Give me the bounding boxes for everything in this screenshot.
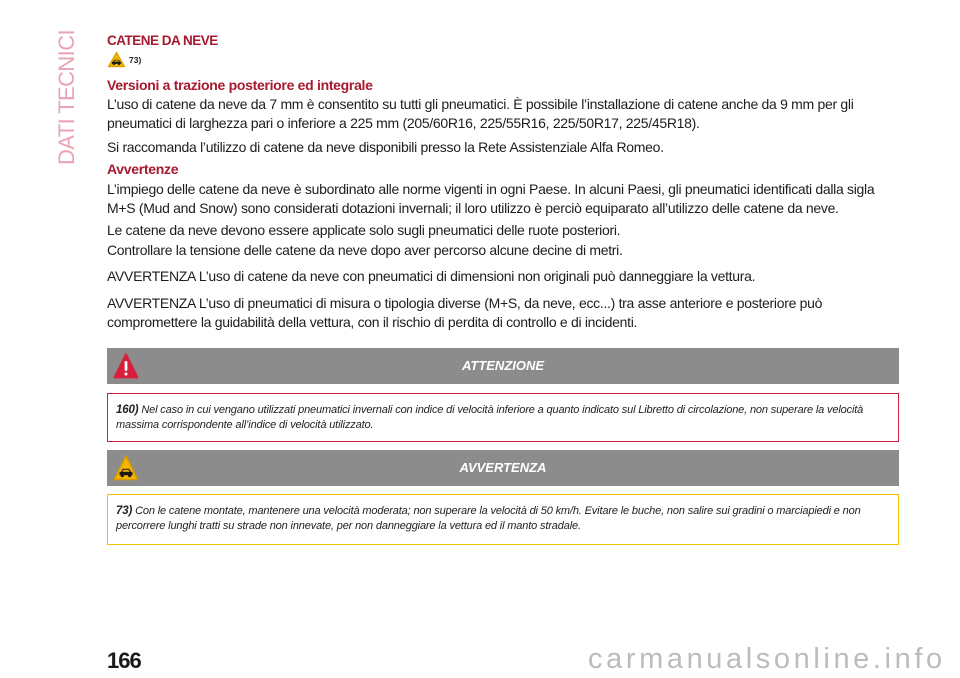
page-number: 166	[107, 648, 141, 673]
section-side-label: DATI TECNICI	[54, 30, 79, 165]
warning-triangle-shape	[108, 52, 124, 66]
attention-note-box	[107, 393, 899, 442]
note-reference: 73)	[116, 505, 133, 517]
car-wheel-shape	[118, 63, 120, 65]
car-wheel-shape	[113, 63, 115, 65]
car-warning-icon-graphic	[107, 51, 126, 68]
title-note	[107, 51, 141, 68]
warning-header-bar	[107, 450, 899, 486]
section-heading: Versioni a trazione posteriore ed integrale	[107, 77, 373, 93]
note-text: Con le catene montate, mantenere una velocità moderata; non superare la velocità di 50 km/h. Evitare le buche, non salire sui gradini o marciapiedi e non percorrere lunghi tratti su strade non innevate, per non danneggiare la vettura ed il manto stradale.	[116, 505, 861, 532]
warning-label: AVVERTENZA	[459, 460, 547, 475]
body-paragraph: Si raccomanda l’utilizzo di catene da neve disponibili presso la Rete Assistenziale Alfa Romeo.	[107, 138, 664, 155]
body-paragraph: AVVERTENZA L’uso di pneumatici di misura o tipologia diverse (M+S, da neve, ecc...) tra asse anteriore e posteriore può compromettere la guidabilità della vettura, con il rischio di perdita di controllo e di incidenti.	[107, 294, 823, 330]
attention-label: ATTENZIONE	[461, 358, 545, 373]
car-warning-icon	[107, 51, 126, 68]
body-paragraph: Le catene da neve devono essere applicate solo sugli pneumatici delle ruote posteriori.	[107, 221, 621, 238]
section-heading: Avvertenze	[107, 161, 179, 177]
body-paragraph: L’uso di catene da neve da 7 mm è consentito su tutti gli pneumatici. È possibile l’installazione di catene anche da 9 mm per gli pneumatici di larghezza pari o inferiore a 225 mm (205/60R16, 225/55R16, 225/50R17, 225/45R18).	[107, 95, 854, 131]
body-paragraph: L’impiego delle catene da neve è subordinato alle norme vigenti in ogni Paese. In alcuni Paesi, gli pneumatici identificati dalla sigla M+S (Mud and Snow) sono considerati dotazioni invernali; il loro utilizzo è perciò equiparato all’utilizzo delle catene da neve.	[107, 180, 875, 216]
body-paragraph: Controllare la tensione delle catene da neve dopo aver percorso alcune decine di metri.	[107, 241, 623, 258]
body-paragraph: AVVERTENZA L’uso di catene da neve con pneumatici di dimensioni non originali può danneggiare la vettura.	[107, 267, 756, 284]
attention-header-bar	[107, 348, 899, 384]
car-window-shape	[114, 60, 119, 61]
note-text: Nel caso in cui vengano utilizzati pneumatici invernali con indice di velocità inferiore a quanto indicato sul Libretto di circolazione, non superare la velocità massima corrispondente all’indice di velocità utilizzato.	[116, 404, 864, 431]
watermark-text: carmanualsonline.info	[588, 643, 946, 675]
warning-note-box	[107, 494, 899, 545]
note-reference: 160)	[116, 404, 139, 416]
note-reference: 73)	[129, 54, 142, 65]
page-title: CATENE DA NEVE	[107, 33, 218, 48]
